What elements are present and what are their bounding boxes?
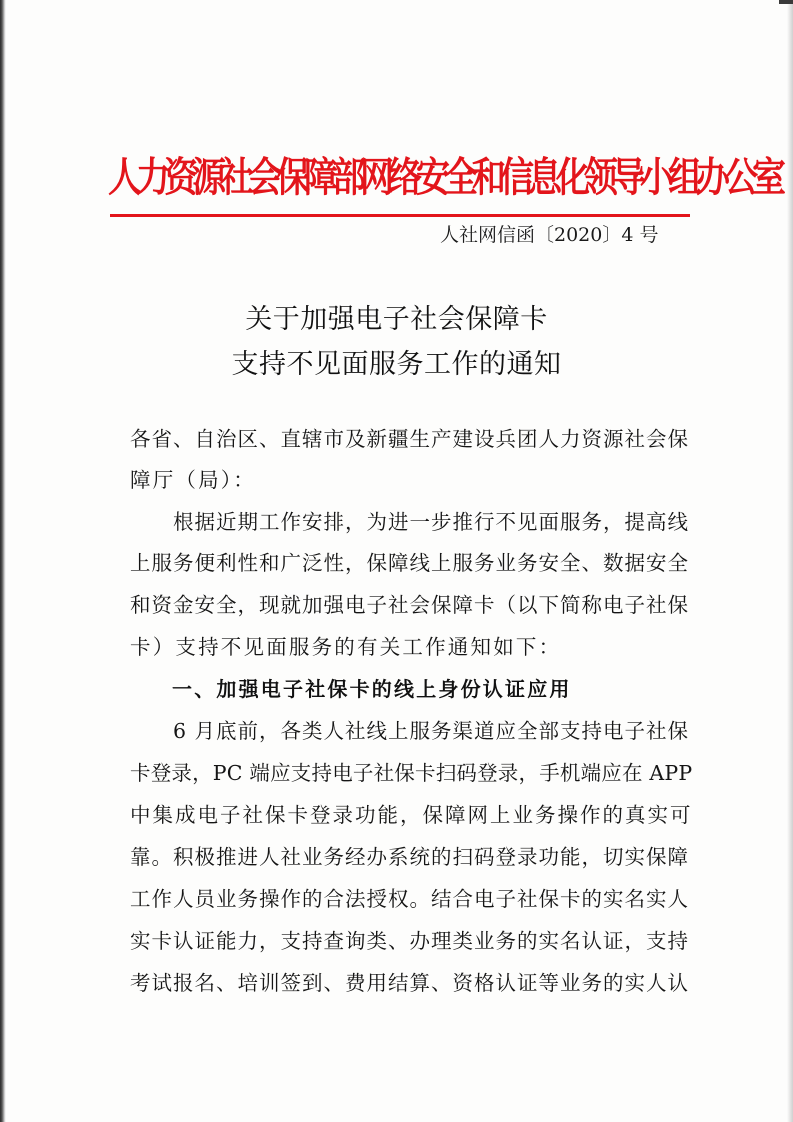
letterhead-red-rule	[110, 214, 690, 217]
paragraph-line: 根据近期工作安排，为进一步推行不见面服务，提高线	[130, 510, 689, 534]
addressee-line-1: 各省、自治区、直辖市及新疆生产建设兵团人力资源社会保	[130, 427, 689, 451]
paragraph-line: 卡登录，PC 端应支持电子社保卡扫码登录，手机端应在 APP	[130, 761, 693, 785]
paragraph-line: 中集成电子社保卡登录功能，保障网上业务操作的真实可	[130, 803, 693, 827]
paragraph-line: 靠。积极推进人社业务经办系统的扫码登录功能，切实保障	[130, 845, 689, 869]
scan-shadow-right	[787, 0, 793, 1122]
scan-corner-mark	[779, 0, 793, 4]
document-title-line-1: 关于加强电子社会保障卡	[245, 304, 548, 335]
document-title-line-2: 支持不见面服务工作的通知	[231, 349, 562, 380]
paragraph-line: 工作人员业务操作的合法授权。结合电子社保卡的实名实人	[130, 887, 689, 911]
addressee-line-2: 障厅（局）：	[130, 468, 256, 492]
paragraph-line: 卡）支持不见面服务的有关工作通知如下：	[130, 635, 562, 659]
scan-shadow-left	[0, 0, 6, 1122]
paragraph-line: 和资金安全，现就加强电子社会保障卡（以下简称电子社保	[130, 593, 689, 617]
paragraph-line: 上服务便利性和广泛性，保障线上服务业务安全、数据安全	[130, 551, 689, 575]
paragraph-line: 考试报名、培训签到、费用结算、资格认证等业务的实人认	[130, 971, 689, 995]
paragraph-line: 实卡认证能力，支持查询类、办理类业务的实名认证，支持	[130, 929, 689, 953]
paragraph-line: 6 月底前，各类人社线上服务渠道应全部支持电子社保	[130, 719, 690, 743]
letterhead-title: 人力资源社会保障部网络安全和信息化领导小组办公室	[108, 154, 780, 202]
section-heading: 一、加强电子社保卡的线上身份认证应用	[172, 677, 572, 701]
document-number: 人社网信函〔2020〕4 号	[440, 224, 659, 246]
